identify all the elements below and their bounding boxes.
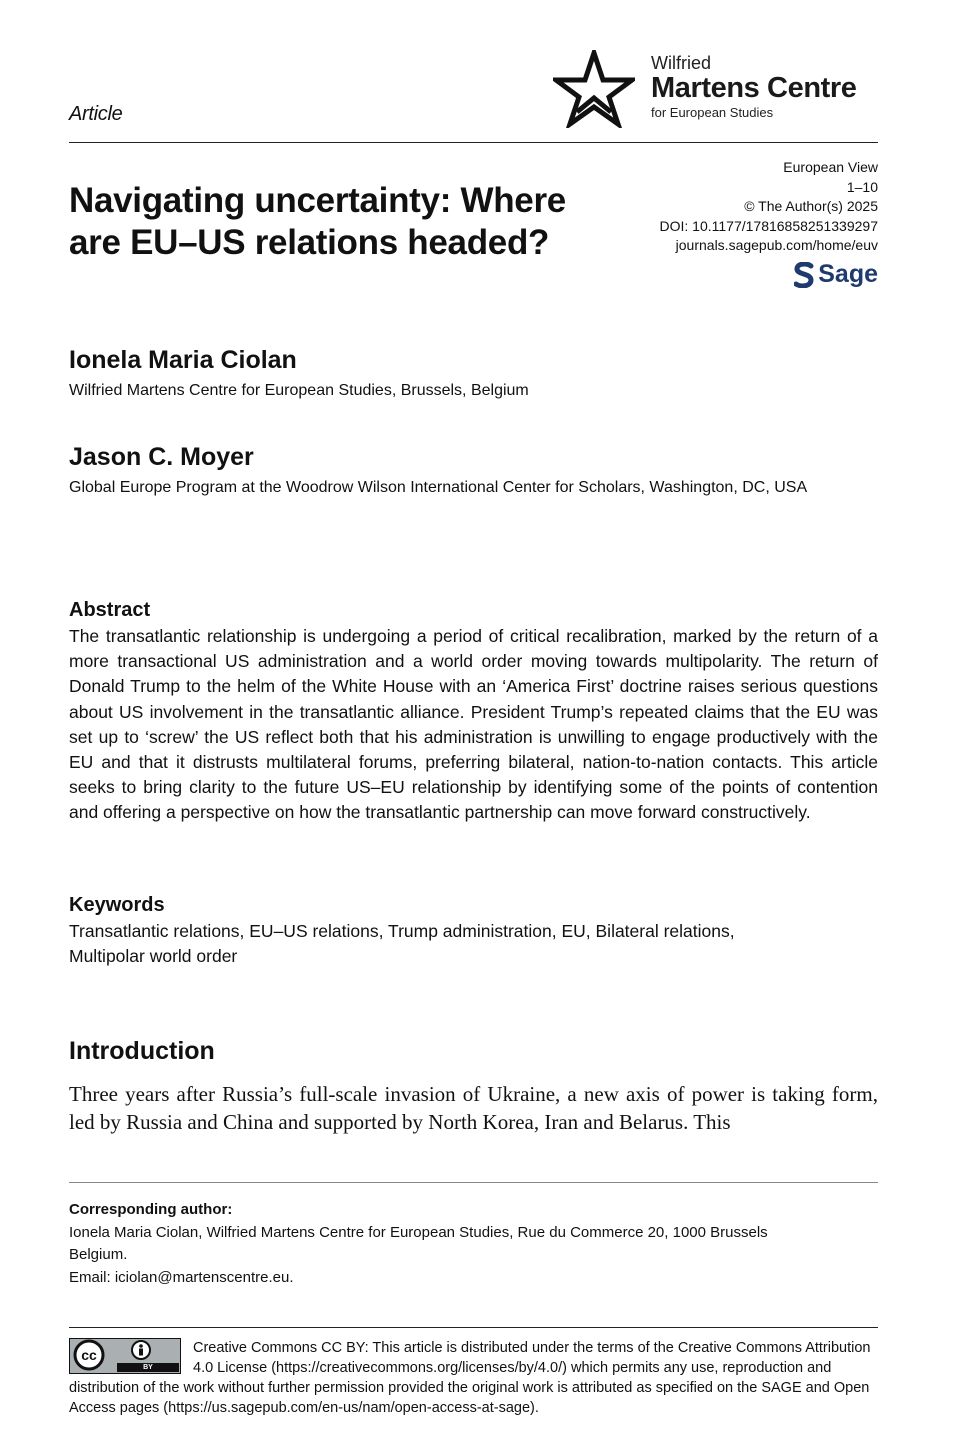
abstract-heading: Abstract <box>69 599 151 621</box>
header-divider <box>69 142 878 143</box>
license-notice <box>69 1338 878 1418</box>
author-name: Ionela Maria Ciolan <box>69 346 297 374</box>
cc-by-label: BY <box>117 1363 179 1372</box>
introduction-heading: Introduction <box>69 1037 215 1065</box>
martens-centre-logo <box>553 50 883 130</box>
corresponding-author <box>69 1199 878 1289</box>
doi[interactable]: DOI: 10.1177/17816858251339297 <box>659 217 878 234</box>
sage-logo <box>794 262 878 288</box>
article-type-label: Article <box>69 103 123 125</box>
footnote-divider <box>69 1182 878 1183</box>
introduction-text: Three years after Russia’s full-scale invasion of Ukraine, a new axis of power is taking form, led by Russia and China and supported by North Korea, Iran and Belarus. This <box>69 1082 878 1134</box>
keywords-text: Transatlantic relations, EU–US relations, Trump administration, EU, Bilateral relations, Multipolar world order <box>69 921 735 967</box>
corresponding-label: Corresponding author: <box>69 1201 233 1218</box>
abstract-section <box>69 598 878 826</box>
introduction-section <box>69 1036 878 1136</box>
title-line-2: are EU–US relations headed? <box>69 223 550 262</box>
license-divider <box>69 1327 878 1328</box>
logo-line-european-studies: for European Studies <box>651 105 774 120</box>
cc-by-icon[interactable] <box>69 1338 181 1374</box>
keywords-heading: Keywords <box>69 894 165 916</box>
author-affiliation: Wilfried Martens Centre for European Studies, Brussels, Belgium <box>69 382 529 399</box>
corresponding-email[interactable]: Email: iciolan@martenscentre.eu. <box>69 1268 294 1286</box>
license-text: Creative Commons CC BY: This article is distributed under the terms of the Creative Commons Attribution 4.0 License (https://creativecommons.org/licenses/by/4.0/) which permits any use, reproduction and distribution of the work without further permission provided the original work is attributed as specified on the SAGE and Open Access pages (https://us.sagepub.com/en-us/nam/open-access-at-sage). <box>69 1340 871 1416</box>
sage-s-icon <box>794 262 814 288</box>
logo-line-martens-centre: Martens Centre <box>651 72 857 104</box>
abstract-text: The transatlantic relationship is undergoing a period of critical recalibration, marked by the return of a more transactional US administration and a world order moving towards multipolarity. The return of Donald Trump to the helm of the White House with an ‘America First’ doctrine raises serious questions about US involvement in the transatlantic alliance. President Trump’s repeated claims that the EU was set up to ‘screw’ the US reflect both that his administration is unwilling to engage productively with the EU and that it distrusts multilateral forums, preferring bilateral, nation-to-nation contacts. This article seeks to bring clarity to the future US–EU relationship by identifying some of the points of contention and offering a perspective on how the transatlantic partnership can move forward constructively. <box>69 626 878 823</box>
author-name: Jason C. Moyer <box>69 443 254 471</box>
journal-meta <box>660 158 879 294</box>
journal-name: European View <box>783 159 878 175</box>
sage-wordmark: Sage <box>818 260 878 289</box>
star-icon <box>553 50 635 128</box>
copyright: © The Author(s) 2025 <box>744 198 878 215</box>
author-block-2 <box>69 442 809 499</box>
logo-line-wilfried: Wilfried <box>651 53 712 73</box>
author-affiliation: Global Europe Program at the Woodrow Wilson International Center for Scholars, Washington, DC, USA <box>69 479 808 496</box>
keywords-section <box>69 893 878 969</box>
page-range: 1–10 <box>846 178 878 195</box>
corresponding-address: Ionela Maria Ciolan, Wilfried Martens Centre for European Studies, Rue du Commerce 20, 1000 Brussels <box>69 1223 768 1241</box>
title-line-1: Navigating uncertainty: Where <box>69 181 566 220</box>
svg-text:cc: cc <box>81 1347 97 1363</box>
article-title <box>69 180 629 264</box>
journal-url[interactable]: journals.sagepub.com/home/euv <box>675 237 878 254</box>
author-block-1 <box>69 345 869 402</box>
corresponding-address-cont: Belgium. <box>69 1246 128 1263</box>
